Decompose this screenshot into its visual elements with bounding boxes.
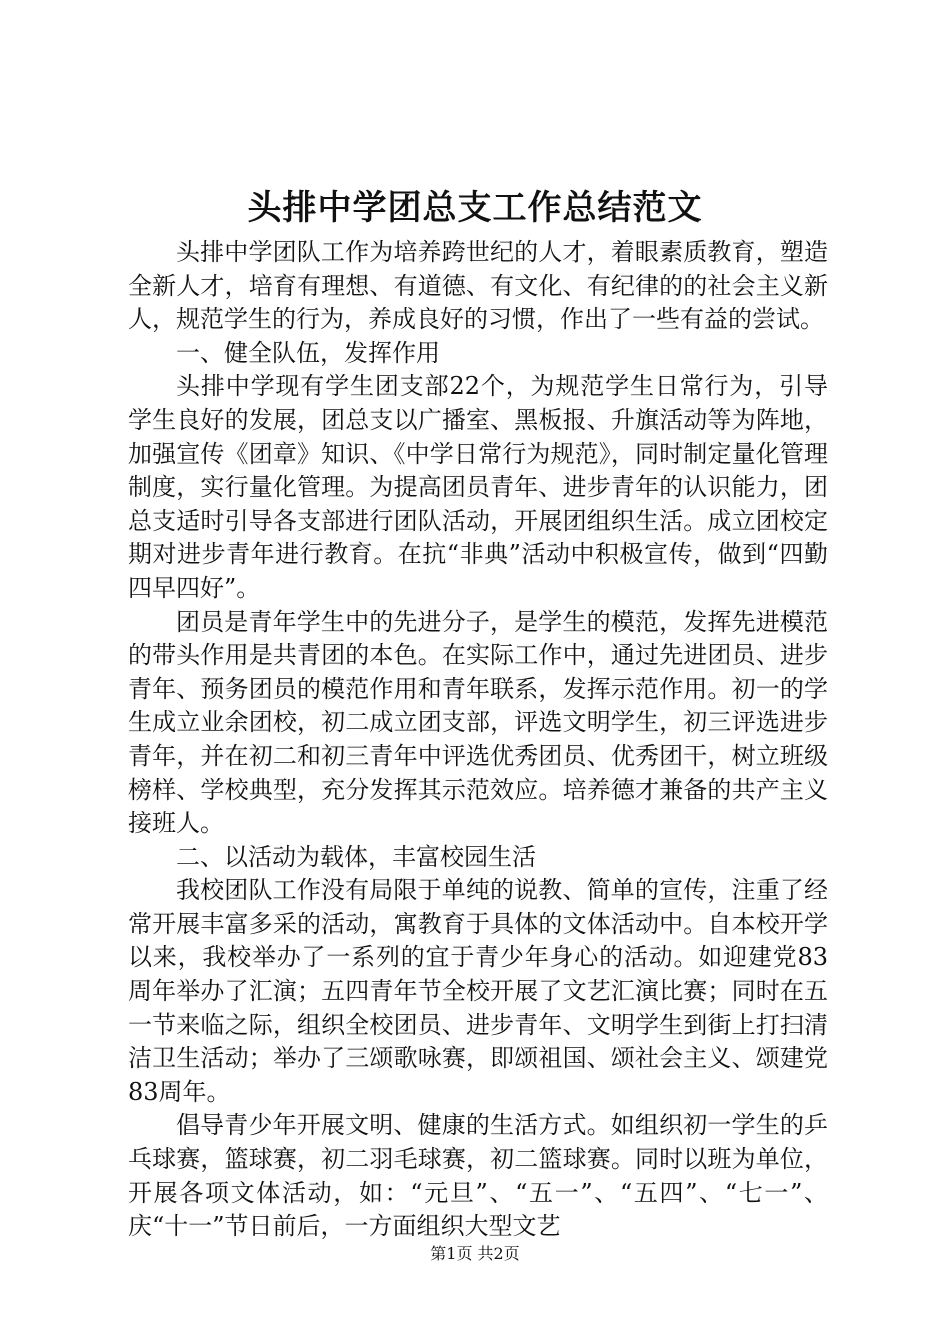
- document-body: [128, 236, 828, 1244]
- section-heading-2: 二、以活动为载体，丰富校园生活: [176, 842, 536, 871]
- paragraph: 我校团队工作没有局限于单纯的说教、简单的宣传，注重了经常开展丰富多采的活动，寓教育于具体的文体活动中。自本校开学以来，我校举办了一系列的宜于青少年身心的活动。如迎建党83周年举办了汇演；五四青年节全校开展了文艺汇演比赛；同时在五一节来临之际，组织全校团员、进步青年、文明学生到街上打扫清洁卫生活动；举办了三颂歌咏赛，即颂祖国、颂社会主义、颂建党83周年。: [128, 876, 828, 1106]
- paragraph: 团员是青年学生中的先进分子，是学生的模范，发挥先进模范的带头作用是共青团的本色。在实际工作中，通过先进团员、进步青年、预务团员的模范作用和青年联系，发挥示范作用。初一的学生成立业余团校，初二成立团支部，评选文明学生，初三评选进步青年，并在初二和初三青年中评选优秀团员、优秀团干，树立班级榜样、学校典型，充分发挥其示范效应。培养德才兼备的共产主义接班人。: [128, 607, 828, 838]
- paragraph: 头排中学现有学生团支部22个，为规范学生日常行为，引导学生良好的发展，团总支以广播室、黑板报、升旗活动等为阵地，加强宣传《团章》知识、《中学日常行为规范》，同时制定量化管理制度，实行量化管理。为提高团员青年、进步青年的认识能力，团总支适时引导各支部进行团队活动，开展团组织生活。成立团校定期对进步青年进行教育。在抗“非典”活动中积极宣传，做到“四勤四早四好”。: [128, 372, 828, 602]
- paragraph-intro: 头排中学团队工作为培养跨世纪的人才，着眼素质教育，塑造全新人才，培育有理想、有道德、有文化、有纪律的的社会主义新人，规范学生的行为，养成良好的习惯，作出了一些有益的尝试。: [128, 238, 828, 334]
- paragraph: 倡导青少年开展文明、健康的生活方式。如组织初一学生的乒乓球赛，篮球赛，初二羽毛球赛，初二篮球赛。同时以班为单位，开展各项文体活动，如：“元旦”、“五一”、“五四”、“七一”、庆“十一”节日前后，一方面组织大型文艺: [128, 1111, 828, 1241]
- page-footer: 第1页 共2页: [430, 1244, 520, 1263]
- section-heading-1: 一、健全队伍，发挥作用: [176, 338, 440, 367]
- document-title: 头排中学团总支工作总结范文: [247, 188, 703, 228]
